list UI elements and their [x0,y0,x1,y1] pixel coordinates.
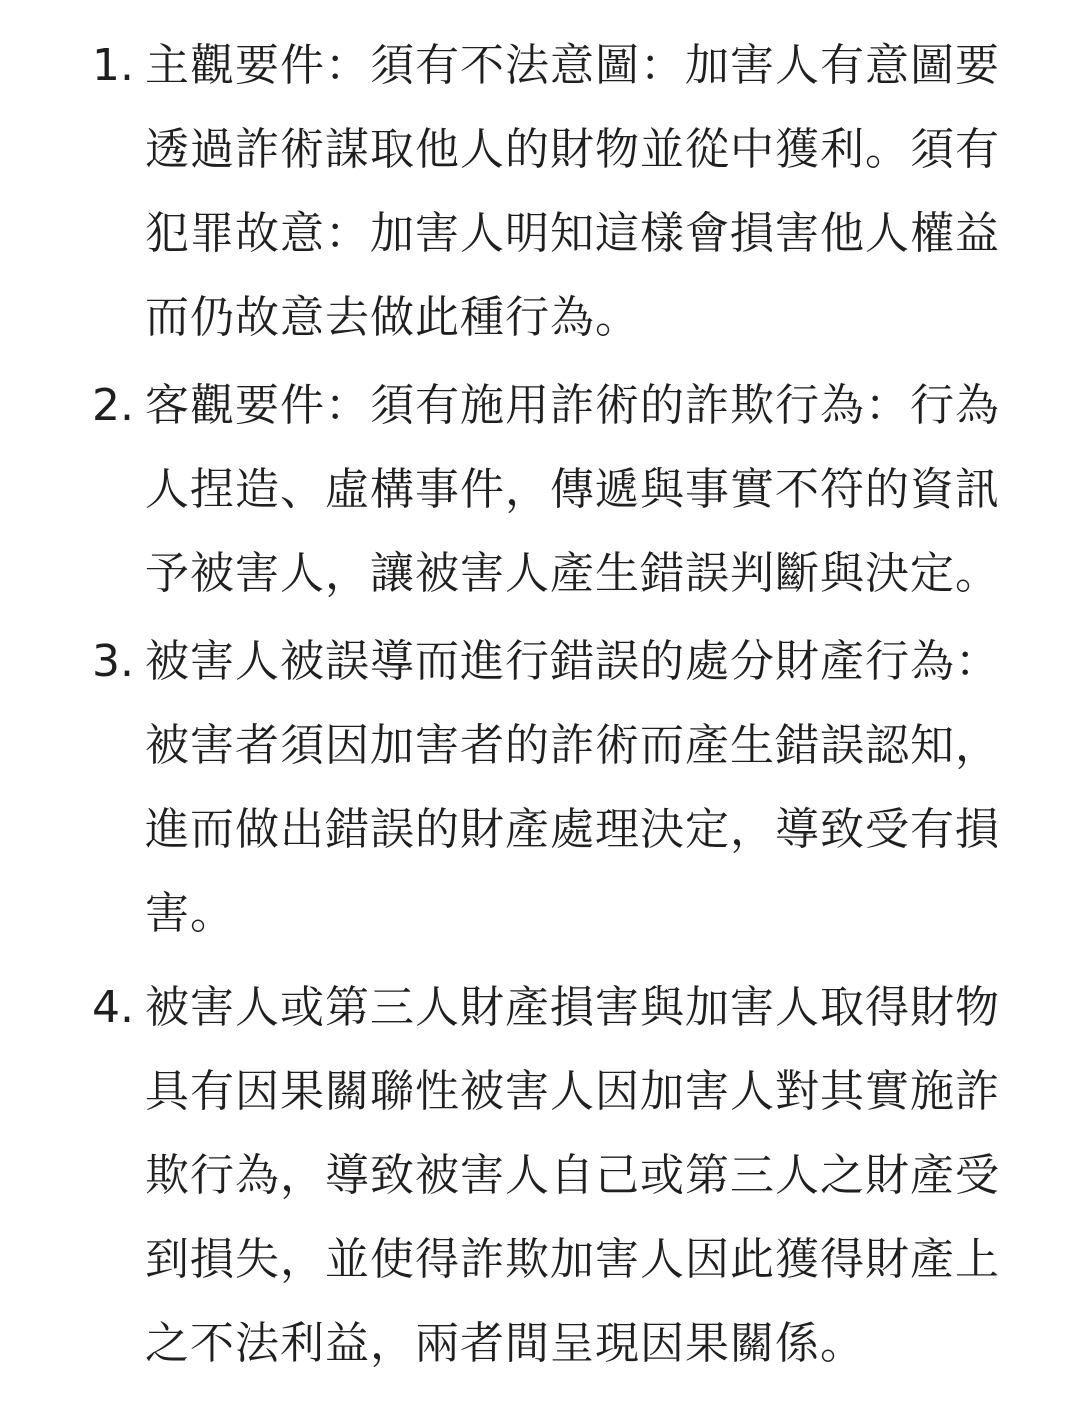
list-item-2 [0,364,1080,616]
list-item-1 [0,24,1080,360]
list-item-text: 被害人被誤導而進行錯誤的處分財產行為：被害者須因加害者的詐術而產生錯誤認知，進而做出錯誤的財產處理決定，導致受有損害。 [145,636,1000,939]
list-item-3 [0,620,1080,956]
list-item-number: 4. [92,982,134,1033]
list-item-text: 被害人或第三人財產損害與加害人取得財物具有因果關聯性被害人因加害人對其實施詐欺行為，導致被害人自己或第三人之財產受到損失，並使得詐欺加害人因此獲得財產上之不法利益，兩者間呈現因果關係。 [145,982,1000,1369]
list-item-number: 3. [92,636,134,687]
list-item-number: 2. [92,380,134,431]
list-item-number: 1. [92,40,134,91]
list-item-text: 主觀要件：須有不法意圖：加害人有意圖要透過詐術謀取他人的財物並從中獲利。須有犯罪故意：加害人明知這樣會損害他人權益而仍故意去做此種行為。 [145,40,1000,343]
numbered-list [0,24,1080,1390]
list-item-4 [0,966,1080,1386]
list-item-text: 客觀要件：須有施用詐術的詐欺行為：行為人捏造、虛構事件，傳遞與事實不符的資訊予被害人，讓被害人產生錯誤判斷與決定。 [145,380,1000,599]
